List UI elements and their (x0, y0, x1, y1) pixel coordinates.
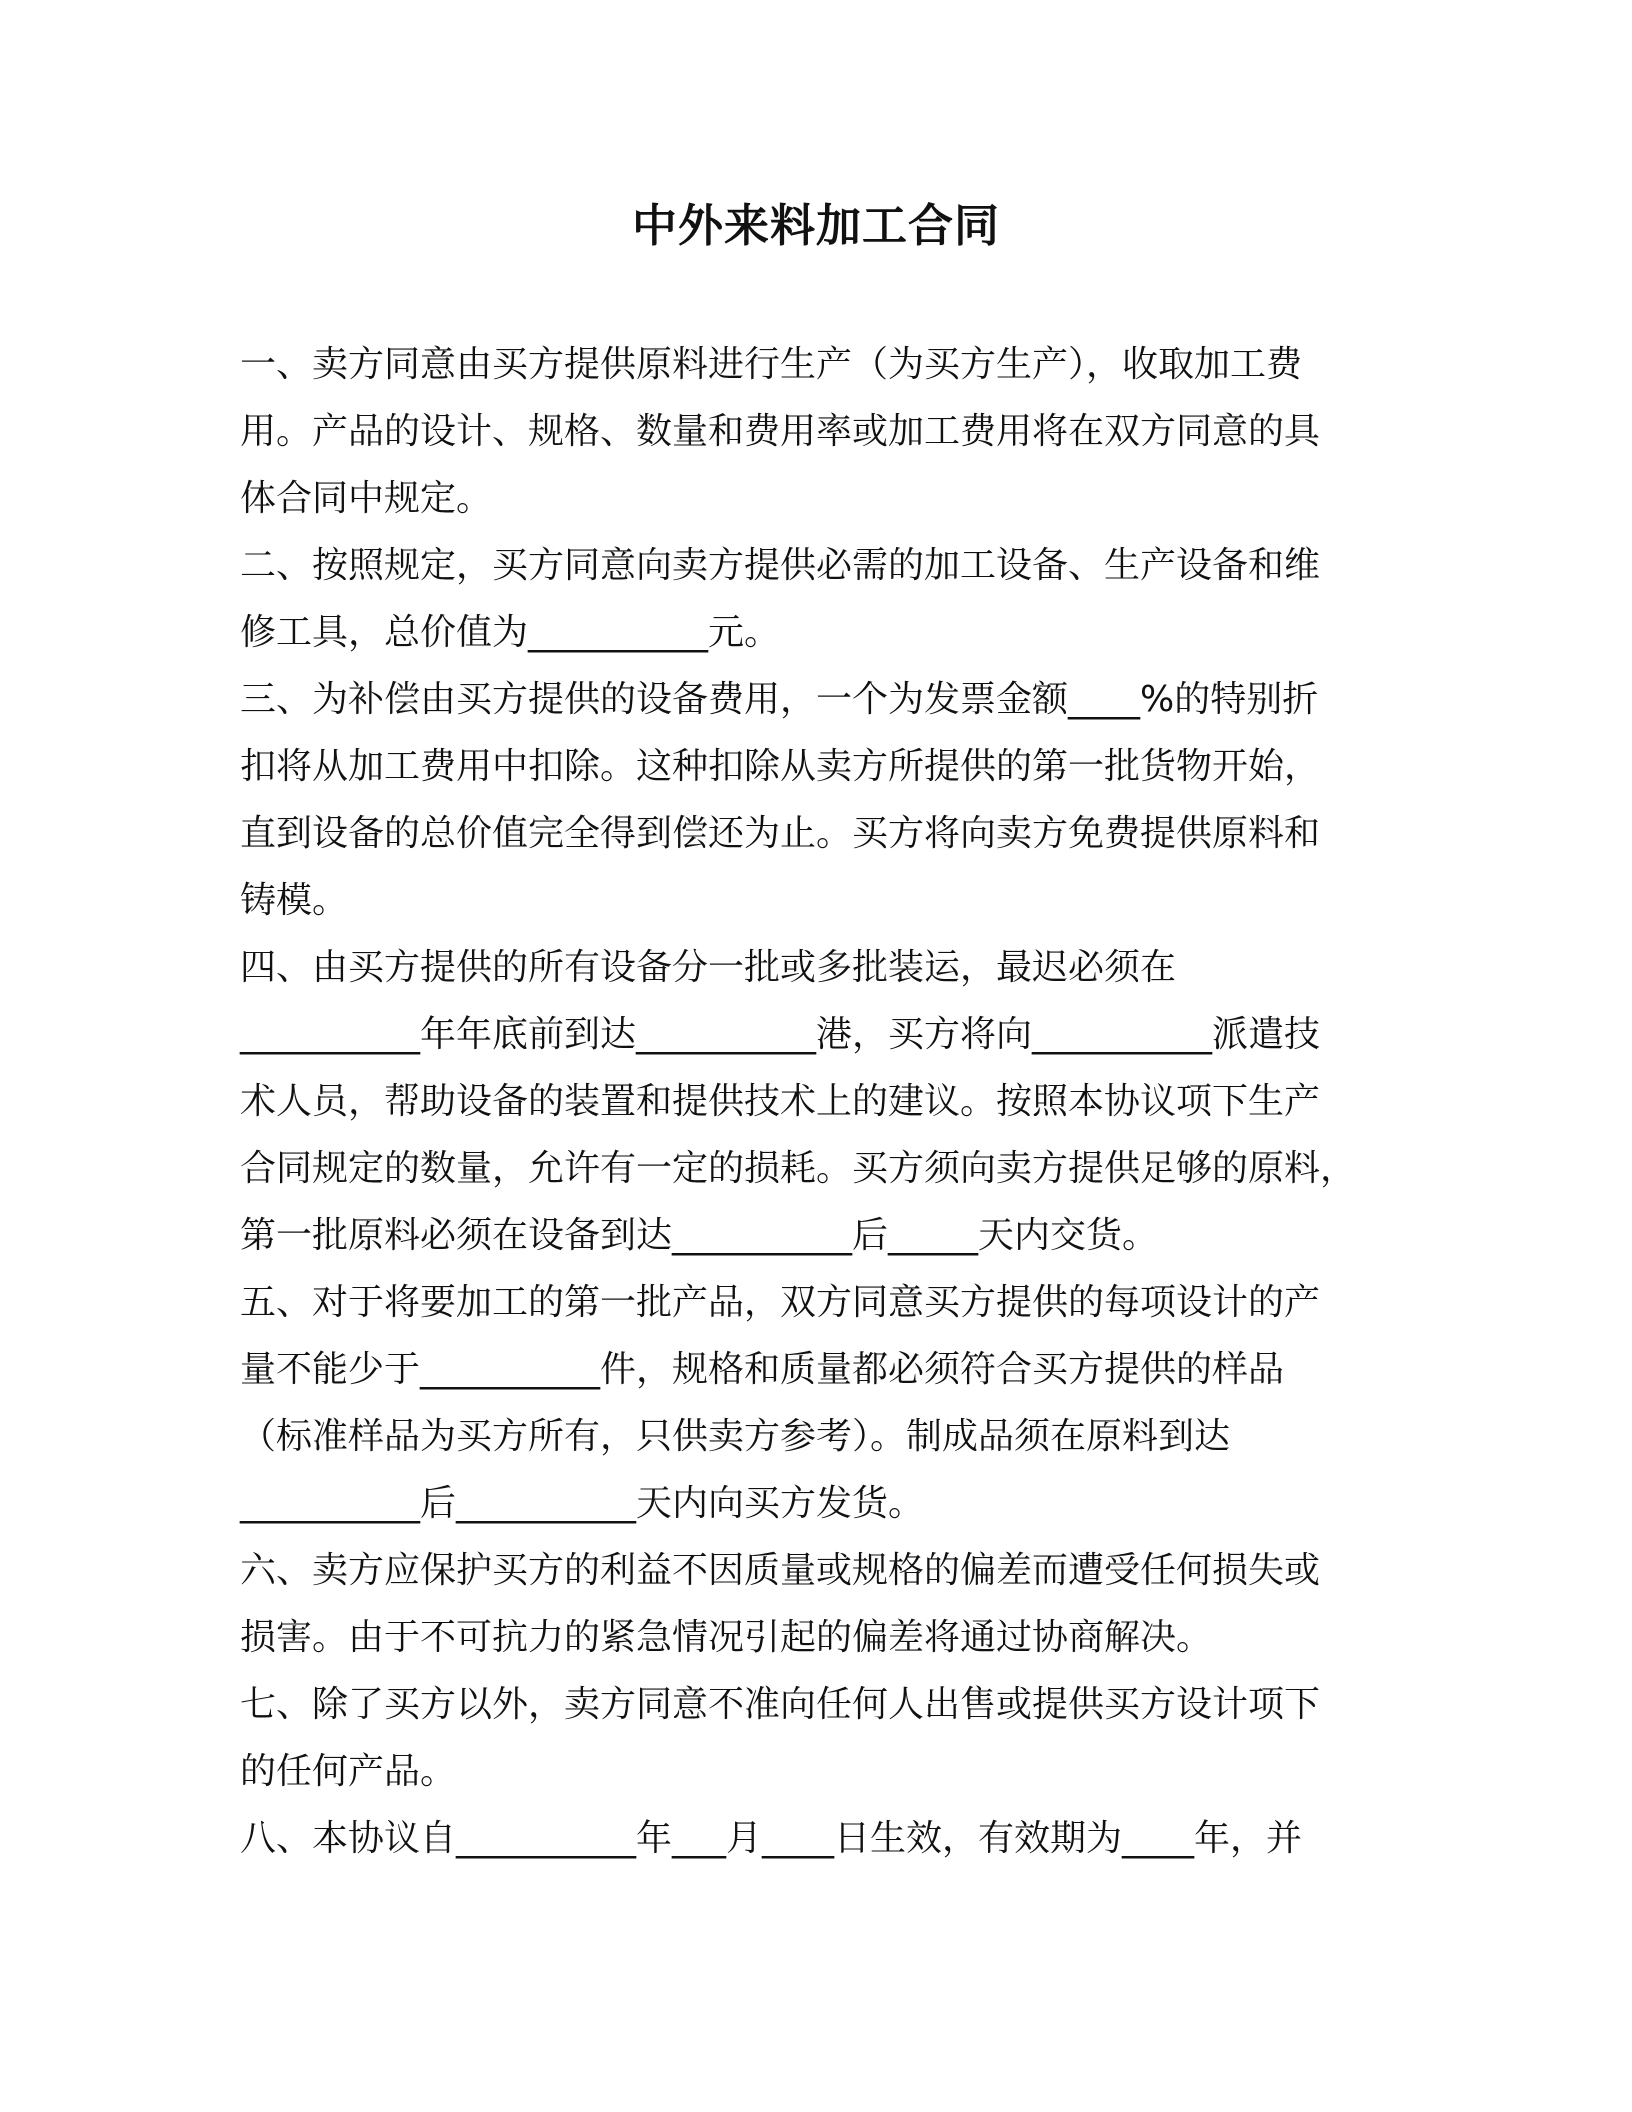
document-title: 中外来料加工合同 (631, 199, 1000, 252)
clause-line: 直到设备的总价值完全得到偿还为止。买方将向卖方免费提供原料和 (240, 813, 1321, 854)
clause-line: 修工具，总价值为__________元。 (240, 612, 781, 653)
clause-line: __________后__________天内向买方发货。 (240, 1483, 925, 1524)
clause-line: 的任何产品。 (240, 1751, 457, 1792)
clause-line: 二、按照规定，买方同意向卖方提供必需的加工设备、生产设备和维 (240, 545, 1321, 586)
clause-line: 铸模。 (240, 880, 349, 921)
clause-line: 八、本协议自__________年___月____日生效，有效期为____年，并 (240, 1818, 1303, 1859)
clause-line: 术人员，帮助设备的装置和提供技术上的建议。按照本协议项下生产 (240, 1081, 1321, 1122)
clause-line: 七、除了买方以外，卖方同意不准向任何人出售或提供买方设计项下 (240, 1684, 1321, 1725)
clause-line: __________年年底前到达__________港，买方将向__________派遣技 (240, 1014, 1321, 1055)
clause-line: （标准样品为买方所有，只供卖方参考）。制成品须在原料到达 (240, 1416, 1231, 1457)
clause-line: 扣将从加工费用中扣除。这种扣除从卖方所提供的第一批货物开始， (240, 746, 1321, 787)
clause-line: 六、卖方应保护买方的利益不因质量或规格的偏差而遭受任何损失或 (240, 1550, 1321, 1591)
clause-line: 合同规定的数量，允许有一定的损耗。买方须向卖方提供足够的原料， (240, 1148, 1357, 1189)
contract-body (240, 331, 1380, 1872)
clause-line: 第一批原料必须在设备到达__________后_____天内交货。 (240, 1215, 1159, 1256)
clause-line: 损害。由于不可抗力的紧急情况引起的偏差将通过协商解决。 (240, 1617, 1213, 1658)
clause-line: 体合同中规定。 (240, 478, 493, 519)
clause-line: 三、为补偿由买方提供的设备费用，一个为发票金额____%的特别折 (240, 679, 1319, 720)
clause-line: 用。产品的设计、规格、数量和费用率或加工费用将在双方同意的具 (240, 411, 1321, 452)
clause-line: 四、由买方提供的所有设备分一批或多批装运，最迟必须在 (240, 947, 1177, 988)
clause-line: 量不能少于__________件，规格和质量都必须符合买方提供的样品 (240, 1349, 1285, 1390)
clause-line: 五、对于将要加工的第一批产品，双方同意买方提供的每项设计的产 (240, 1282, 1321, 1323)
clause-line: 一、卖方同意由买方提供原料进行生产（为买方生产），收取加工费 (240, 344, 1303, 385)
